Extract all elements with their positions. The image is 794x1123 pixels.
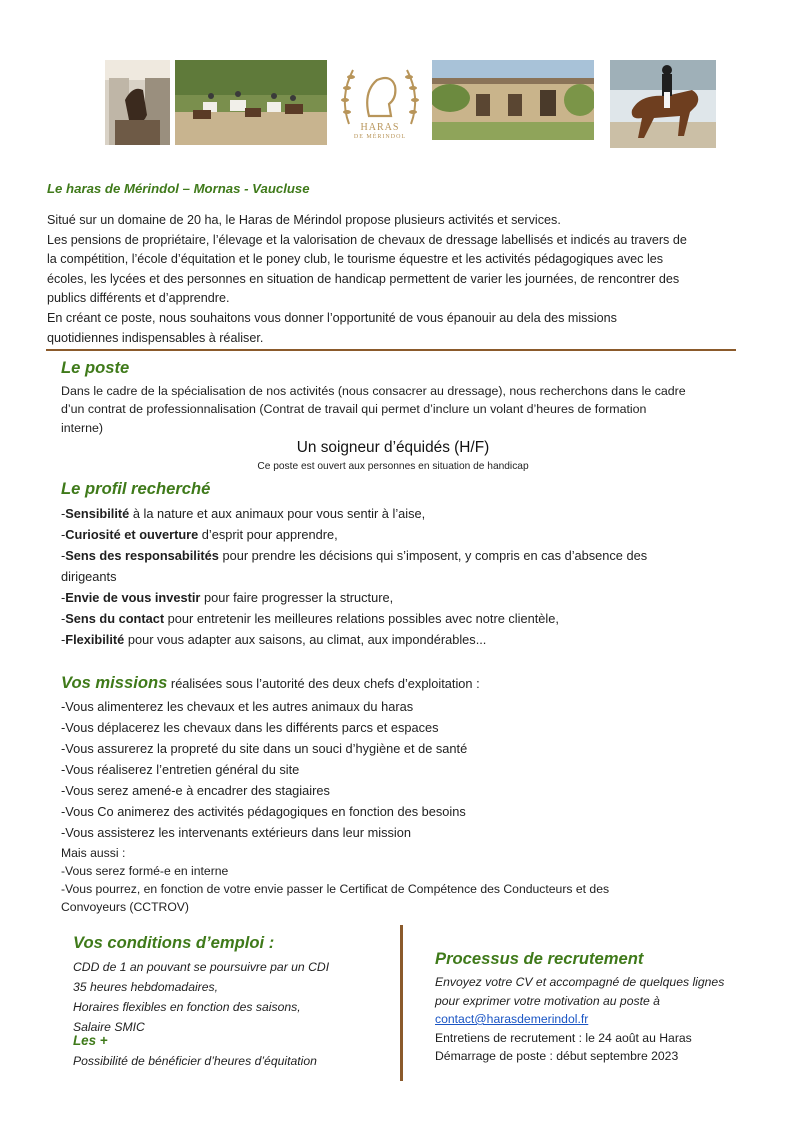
profil-item: -Envie de vous investir pour faire progresser la structure, [61, 590, 394, 605]
handicap-note: Ce poste est ouvert aux personnes en situation de handicap [257, 461, 529, 472]
profil-item: -Curiosité et ouverture d’esprit pour apprendre, [61, 527, 338, 542]
missions-list [61, 696, 751, 843]
profil-item-bold: Sensibilité [65, 506, 130, 521]
condition-item: 35 heures hebdomadaires, [73, 980, 218, 994]
condition-item: CDD de 1 an pouvant se poursuivre par un CDI [73, 960, 330, 974]
intro-title: Le haras de Mérindol – Mornas - Vaucluse [47, 181, 310, 196]
mission-item: -Vous serez amené-e à encadrer des stagiaires [61, 783, 330, 798]
contact-email-link[interactable]: contact@harasdemerindol.fr [435, 1012, 589, 1026]
photo-stable-horse [105, 60, 170, 145]
intro-line: Les pensions de propriétaire, l’élevage et la valorisation de chevaux de dressage labellisés et indicés au travers de [47, 232, 687, 247]
profil-title: Le profil recherché [61, 479, 211, 498]
mission-item: -Vous Co animerez des activités pédagogiques en fonction des besoins [61, 804, 466, 819]
condition-item: Salaire SMIC [73, 1020, 145, 1034]
recrutement-text [435, 973, 765, 1066]
profil-item-bold: Flexibilité [65, 632, 125, 647]
profil-item-text: à la nature et aux animaux pour vous sentir à l’aise, [129, 506, 426, 521]
photo-stable-building [432, 60, 594, 140]
intro-line: la compétition, l’école d’équitation et le poney club, le tourisme équestre et les activités pédagogiques avec les [47, 252, 664, 267]
also-item: -Vous serez formé-e en interne [61, 864, 229, 878]
start-date: Démarrage de poste : début septembre 2023 [435, 1049, 679, 1063]
intro-paragraph [47, 211, 737, 348]
intro-line: Situé sur un domaine de 20 ha, le Haras de Mérindol propose plusieurs activités et services. [47, 213, 561, 227]
poste-paragraph [61, 382, 741, 437]
profil-item-continuation: dirigeants [61, 569, 117, 584]
profil-item-bold: Envie de vous investir [65, 590, 201, 605]
missions-subtitle: réalisées sous l’autorité des deux chefs d’exploitation : [167, 676, 480, 691]
condition-item: Horaires flexibles en fonction des saisons, [73, 1000, 301, 1014]
mission-item: -Vous assurerez la propreté du site dans un souci d’hygiène et de santé [61, 741, 468, 756]
recrutement-line: Envoyez votre CV et accompagné de quelques lignes [435, 975, 725, 989]
profil-item-bold: Curiosité et ouverture [65, 527, 199, 542]
interview-date: Entretiens de recrutement : le 24 août au Haras [435, 1030, 692, 1045]
profil-item: -Sens du contact pour entretenir les meilleures relations possibles avec notre clientèle, [61, 611, 559, 626]
column-divider [400, 925, 403, 1081]
intro-line: publics différents et d’apprendre. [47, 291, 230, 306]
profil-item: -Sens des responsabilités pour prendre les décisions qui s’imposent, y compris en cas d’absence des [61, 548, 648, 563]
section-divider [46, 349, 736, 351]
logo-text-haras: HARAS [360, 122, 400, 133]
recrutement-line: pour exprimer votre motivation au poste à [435, 993, 660, 1008]
logo-text-merindol: DE MÉRINDOL [353, 134, 407, 140]
profil-item-bold: Sens du contact [65, 611, 165, 626]
missions-also [61, 844, 751, 916]
poste-line: interne) [61, 420, 104, 435]
mission-item: -Vous déplacerez les chevaux dans les différents parcs et espaces [61, 720, 439, 735]
les-plus-title: Les + [73, 1033, 108, 1048]
profil-list [61, 503, 751, 650]
haras-logo [335, 52, 425, 150]
job-title: Un soigneur d’équidés (H/F) [296, 439, 490, 456]
photo-dressage-rider [610, 60, 716, 148]
profil-item: -Sensibilité à la nature et aux animaux pour vous sentir à l’aise, [61, 506, 426, 521]
mission-item: -Vous assisterez les intervenants extérieurs dans leur mission [61, 825, 411, 840]
mission-item: -Vous alimenterez les chevaux et les autres animaux du haras [61, 699, 414, 714]
profil-item-text: pour faire progresser la structure, [200, 590, 394, 605]
poste-title: Le poste [61, 358, 130, 377]
profil-item-text: pour entretenir les meilleures relations possibles avec notre clientèle, [164, 611, 559, 626]
profil-item-text: pour prendre les décisions qui s’imposent, y compris en cas d’absence des [218, 548, 648, 563]
profil-item: -Flexibilité pour vous adapter aux saisons, au climat, aux impondérables... [61, 632, 487, 647]
missions-title: Vos missions [61, 673, 168, 692]
also-item: Convoyeurs (CCTROV) [61, 900, 189, 914]
intro-line: écoles, les lycées et des personnes en situation de handicap permettent de varier les journées, de rencontrer des [47, 271, 680, 286]
conditions-list [73, 957, 393, 1037]
intro-line: quotidiennes indispensables à réaliser. [47, 330, 264, 345]
profil-item-text: d’esprit pour apprendre, [198, 527, 338, 542]
poste-line: d’un contrat de professionnalisation (Contrat de travail qui permet d’inclure un volant d’heures de formation [61, 402, 647, 417]
recrutement-title: Processus de recrutement [435, 949, 644, 968]
also-item: -Vous pourrez, en fonction de votre envie passer le Certificat de Compétence des Conducteurs et des [61, 882, 610, 896]
missions-heading [61, 673, 480, 693]
also-label: Mais aussi : [61, 846, 126, 860]
intro-line: En créant ce poste, nous souhaitons vous donner l’opportunité de vous épanouir au dela des missions [47, 310, 617, 325]
profil-item-text: pour vous adapter aux saisons, au climat, aux impondérables... [124, 632, 487, 647]
profil-item-bold: Sens des responsabilités [65, 548, 219, 563]
poste-line: Dans le cadre de la spécialisation de nos activités (nous consacrer au dressage), nous recherchons dans le cadre [61, 384, 686, 398]
photo-riders-arena [175, 60, 327, 145]
conditions-title: Vos conditions d’emploi : [73, 933, 275, 952]
les-plus-text: Possibilité de bénéficier d’heures d’équitation [73, 1054, 317, 1068]
mission-item: -Vous réaliserez l’entretien général du site [61, 762, 300, 777]
